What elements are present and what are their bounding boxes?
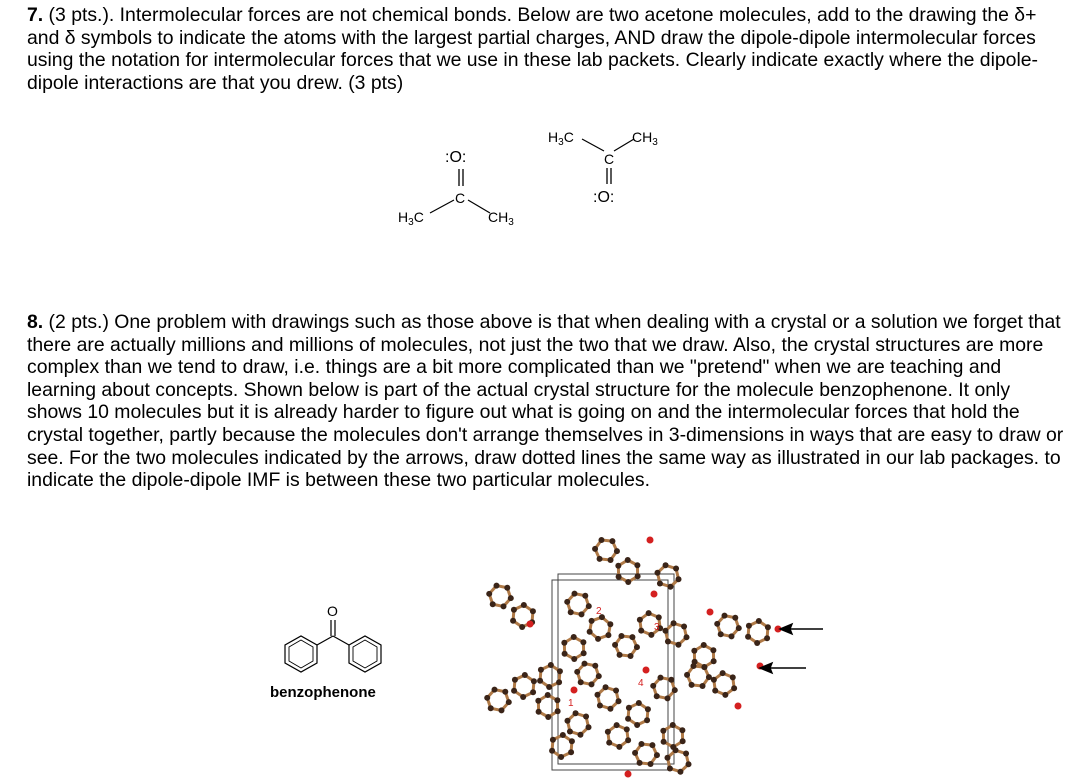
carbon-atom [684,634,690,640]
oxygen-atom [647,537,654,544]
carbon-atom [521,602,527,608]
carbon-atom [586,603,592,609]
carbon-atom [535,698,541,704]
carbon-atom [578,679,584,685]
carbon-atom [625,579,631,585]
carbon-atom [635,573,641,579]
carbon-atom [596,673,602,679]
carbon-atom [654,570,660,576]
acetone-left-diagram [390,140,540,235]
carbon-atom [506,699,512,705]
carbon-atom [672,687,678,693]
carbon-atom [577,732,583,738]
carbon-atom [613,688,619,694]
carbon-atom [512,677,518,683]
carbon-atom [667,765,673,771]
carbon-atom [677,769,683,775]
carbon-atom [618,633,624,639]
question-7 [27,4,1067,94]
carbon-atom [498,707,504,713]
acetone-right-methyl-left: $H_3C$ [548,129,574,148]
carbon-atom [587,629,593,635]
carbon-atom [605,729,611,735]
carbon-atom [731,685,737,691]
carbon-atom [564,718,570,724]
carbon-atom [531,678,537,684]
oxygen-atom [735,703,742,710]
arrow-icon [780,624,823,634]
carbon-atom [617,652,623,658]
carbon-atom [555,708,561,714]
carbon-atom [592,663,598,669]
carbon-atom [549,748,555,754]
carbon-atom [550,737,556,743]
carbon-atom [645,706,651,712]
carbon-atom [701,642,707,648]
acetone-right-methyl-right: $CH_3$ [632,129,658,148]
carbon-atom [510,618,516,624]
carbon-atom [671,620,677,626]
carbon-atom [486,591,492,597]
carbon-atom [567,728,573,734]
carbon-atom [648,761,654,767]
carbon-atom [714,621,720,627]
carbon-atom [511,688,517,694]
carbon-atom [632,750,638,756]
carbon-atom [545,692,551,698]
carbon-atom [664,695,670,701]
carbon-atom [710,647,716,653]
crystal-structure-image [478,536,838,778]
carbon-atom [572,591,578,597]
carbon-atom [562,651,568,657]
carbon-atom [661,739,667,745]
carbon-atom [684,672,690,678]
carbon-atom [681,624,687,630]
carbon-atom [644,717,650,723]
carbon-atom [560,732,566,738]
carbon-atom [722,613,728,619]
carbon-atom [679,727,685,733]
carbon-atom [663,562,669,568]
question-8 [27,311,1067,492]
carbon-atom [614,722,620,728]
carbon-atom [488,705,494,711]
acetone-right-oxygen: :O: [593,189,615,206]
carbon-atom [494,583,500,589]
carbon-atom [504,585,510,591]
carbon-atom [667,584,673,590]
carbon-atom [569,738,575,744]
carbon-atom [594,692,600,698]
carbon-atom [662,628,668,634]
oxygen-atom [651,591,658,598]
carbon-atom [500,603,506,609]
carbon-atom [626,705,632,711]
carbon-atom [736,625,742,631]
carbon-atom [665,638,671,644]
carbon-atom [598,537,604,543]
oxygen-atom [571,687,578,694]
carbon-atom [646,610,652,616]
carbon-atom [625,737,631,743]
acetone-left-carbon: C [455,190,466,206]
carbon-atom [581,650,587,656]
carbon-atom [603,684,609,690]
carbon-atom [502,689,508,695]
acetone-left-oxygen: :O: [445,149,467,166]
oxygen-atom [643,667,650,674]
crystal-label-3: 3 [654,622,660,633]
carbon-atom [616,698,622,704]
carbon-atom [657,580,663,586]
carbon-atom [583,714,589,720]
carbon-atom [536,709,542,715]
carbon-atom [637,760,643,766]
carbon-atom [634,722,640,728]
acetone-right-diagram [546,124,696,214]
carbon-atom [614,548,620,554]
carbon-atom [595,636,601,642]
carbon-atom [561,640,567,646]
carbon-atom [586,724,592,730]
carbon-atom [700,683,706,689]
carbon-atom [589,618,595,624]
carbon-atom [673,566,679,572]
carbon-atom [484,695,490,701]
carbon-atom [638,628,644,634]
carbon-atom [649,742,655,748]
carbon-atom [690,663,696,669]
carbon-atom [720,670,726,676]
carbon-atom [537,678,543,684]
carbon-atom [538,667,544,673]
carbon-atom [557,668,563,674]
carbon-atom [701,664,707,670]
carbon-atom [654,693,660,699]
carbon-atom [490,601,496,607]
carbon-atom [654,752,660,758]
carbon-atom [711,658,717,664]
carbon-atom [548,662,554,668]
carbon-atom [628,653,634,659]
carbon-atom [568,609,574,615]
carbon-atom [508,595,514,601]
carbon-atom [530,689,536,695]
carbon-atom [638,741,644,747]
arrow-icon [760,663,806,673]
benzophenone-structure [265,600,405,680]
carbon-atom [746,623,752,629]
carbon-atom [634,644,640,650]
carbon-atom [608,557,614,563]
acetone-right-carbon: C [604,151,615,167]
carbon-atom [592,546,598,552]
carbon-atom [609,538,615,544]
carbon-atom [629,634,635,640]
carbon-atom [530,608,536,614]
question-7-text: (3 pts.). Intermolecular forces are not chemical bonds. Below are two acetone molecules, add to the drawing the δ+ and δ symbols to indicate the atoms with the largest partial charges, AND draw the dipole-dipole intermolecular forces using the notation for intermolecular forces that we use in these lab packets. Clearly indicate exactly where the dipole-dipole interactions are that you drew. (3 pts) [27,4,1039,94]
carbon-atom [568,749,574,755]
carbon-atom [686,761,692,767]
carbon-atom [520,694,526,700]
carbon-atom [637,617,643,623]
crystal-label-4: 4 [638,678,644,689]
crystal-label-2: 2 [596,606,602,617]
carbon-atom [718,631,724,637]
carbon-atom [612,642,618,648]
carbon-atom [582,593,588,599]
carbon-atom [754,640,760,646]
carbon-atom [578,611,584,617]
carbon-atom [636,700,642,706]
carbon-atom [580,639,586,645]
carbon-atom [607,706,613,712]
carbon-atom [546,684,552,690]
carbon-atom [689,682,695,688]
benzophenone-name: benzophenone [270,684,376,701]
carbon-atom [765,624,771,630]
carbon-atom [732,615,738,621]
carbon-atom [756,618,762,624]
question-8-number: 8. [27,311,44,333]
carbon-atom [573,710,579,716]
carbon-atom [745,634,751,640]
carbon-atom [597,556,603,562]
carbon-atom [625,557,631,563]
carbon-atom [554,697,560,703]
oxygen-atom [707,609,714,616]
carbon-atom [556,679,562,685]
carbon-atom [764,635,770,641]
carbon-atom [588,681,594,687]
carbon-atom [660,728,666,734]
carbon-atom [676,576,682,582]
carbon-atom [615,563,621,569]
question-7-number: 7. [27,4,44,26]
carbon-atom [624,726,630,732]
oxygen-atom [527,621,534,628]
crystal-label-1: 1 [568,698,574,709]
question-8-text: (2 pts.) One problem with drawings such as those above is that when dealing with a crystal or a solution we forget that there are actually millions and millions of molecules, not just the two that we draw. Also, the crystal structures are more complex than we tend to draw, i.e. things are a bit more complicated than we "pretend" when we are teaching and learning about concepts. Shown below is part of the actual crystal structure for the molecule benzophenone. It only shows 10 molecules but it is already harder to figure out what is going on and the intermolecular forces that hold the crystal together, partly because the molecules don't arrange themselves in 3-dimensions in ways that are easy to draw or see. For the two molecules indicated by the arrows, draw dotted lines the same way as illustrated in our lab packages. to indicate the dipole-dipole IMF is between these two particular molecules. [27,311,1064,492]
oxygen-atom [625,771,632,778]
carbon-atom [650,683,656,689]
carbon-atom [564,599,570,605]
carbon-atom [712,688,718,694]
carbon-atom [597,702,603,708]
carbon-atom [574,669,580,675]
carbon-atom [625,716,631,722]
carbon-atom [673,747,679,753]
carbon-atom [582,661,588,667]
carbon-atom [492,687,498,693]
carbon-atom [668,677,674,683]
carbon-atom [605,632,611,638]
carbon-atom [730,674,736,680]
carbon-atom [519,624,525,630]
carbon-atom [571,634,577,640]
carbon-atom [511,607,517,613]
carbon-atom [656,614,662,620]
carbon-atom [616,574,622,580]
carbon-atom [522,672,528,678]
carbon-atom [545,714,551,720]
acetone-left-methyl-left: $H_3C$ [398,209,424,228]
carbon-atom [722,692,728,698]
benzophenone-oxygen: O [327,603,338,619]
carbon-atom [728,633,734,639]
carbon-atom [675,642,681,648]
carbon-atom [607,621,613,627]
carbon-atom [683,751,689,757]
carbon-atom [634,562,640,568]
carbon-atom [571,656,577,662]
carbon-atom [558,754,564,760]
carbon-atom [670,722,676,728]
carbon-atom [711,677,717,683]
carbon-atom [658,675,664,681]
carbon-atom [664,755,670,761]
carbon-atom [606,740,612,746]
carbon-atom [616,744,622,750]
carbon-atom [691,648,697,654]
carbon-atom [680,738,686,744]
acetone-left-methyl-right: $CH_3$ [488,209,514,228]
